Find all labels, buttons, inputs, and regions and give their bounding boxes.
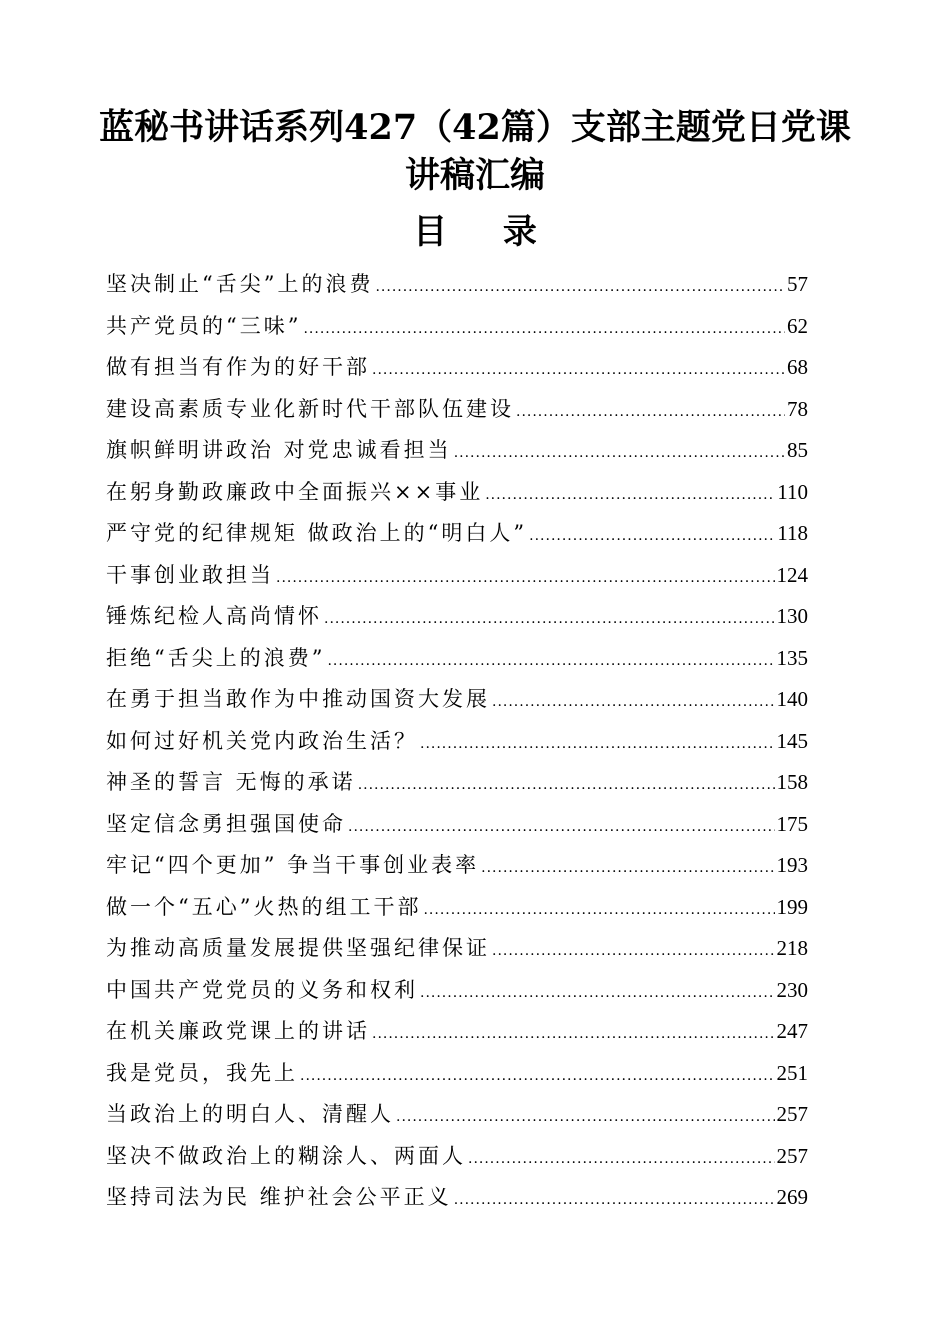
toc-entry[interactable] <box>106 845 808 887</box>
toc-entry-title: 如何过好机关党内政治生活？ <box>106 728 418 753</box>
toc-entry[interactable] <box>106 679 808 721</box>
toc-entry-page: 257 <box>776 1102 808 1126</box>
document-title-line2: 讲稿汇编 <box>404 155 545 196</box>
toc-entry-page: 247 <box>776 1019 808 1043</box>
toc-entry-page: 175 <box>776 811 808 836</box>
toc-entry-title: 坚决制止“舌尖”上的浪费 <box>106 272 374 296</box>
toc-entry-page: 230 <box>776 977 808 1002</box>
toc-entry-page: 158 <box>776 770 808 794</box>
toc-dot-leader <box>485 475 775 517</box>
toc-entry-page: 68 <box>787 355 808 379</box>
toc-entry-title: 干事创业敢担当 <box>106 562 274 587</box>
table-of-contents <box>106 264 808 1219</box>
toc-entry[interactable] <box>106 306 808 348</box>
toc-dot-leader <box>454 1180 775 1222</box>
toc-entry-page: 78 <box>787 396 808 421</box>
toc-entry-page: 218 <box>776 936 808 960</box>
toc-entry[interactable] <box>106 721 808 763</box>
toc-dot-leader <box>375 267 785 309</box>
toc-entry-title: 当政治上的明白人、清醒人 <box>106 1102 394 1126</box>
toc-entry-page: 62 <box>787 313 808 338</box>
toc-entry-page: 57 <box>787 272 808 296</box>
toc-entry-title: 在机关廉政党课上的讲话 <box>106 1019 370 1043</box>
toc-entry[interactable] <box>106 1136 808 1178</box>
toc-entry-title: 中国共产党党员的义务和权利 <box>106 977 418 1002</box>
toc-entry[interactable] <box>106 638 808 680</box>
toc-entry[interactable] <box>106 472 808 514</box>
toc-entry-title: 坚持司法为民 维护社会公平正义 <box>106 1185 452 1209</box>
toc-entry[interactable] <box>106 970 808 1012</box>
toc-entry-page: 199 <box>776 894 808 919</box>
toc-entry[interactable] <box>106 1094 808 1136</box>
toc-entry-page: 257 <box>776 1143 808 1168</box>
toc-dot-leader <box>420 973 775 1015</box>
toc-dot-leader <box>276 558 775 600</box>
document-title-line1: 蓝秘书讲话系列427（42篇）支部主题党日党课 <box>99 107 851 148</box>
toc-dot-leader <box>324 599 775 641</box>
toc-entry-title: 我是党员，我先上 <box>106 1060 298 1085</box>
toc-dot-leader <box>492 682 775 724</box>
toc-heading: 目 录 <box>413 212 559 252</box>
toc-dot-leader <box>529 516 775 558</box>
toc-entry[interactable] <box>106 555 808 597</box>
document-title <box>60 104 890 200</box>
toc-entry[interactable] <box>106 1177 808 1219</box>
toc-dot-leader <box>492 931 775 973</box>
toc-entry-title: 共产党员的“三味” <box>106 313 302 338</box>
toc-dot-leader <box>420 724 775 766</box>
toc-entry-title: 锤炼纪检人高尚情怀 <box>106 604 322 628</box>
toc-entry-title: 牢记“四个更加” 争当干事创业表率 <box>106 853 480 877</box>
toc-entry[interactable] <box>106 347 808 389</box>
toc-entry-title: 神圣的誓言 无悔的承诺 <box>106 770 356 794</box>
toc-dot-leader <box>423 890 774 932</box>
toc-entry[interactable] <box>106 804 808 846</box>
toc-dot-leader <box>454 433 785 475</box>
toc-entry-page: 130 <box>776 604 808 628</box>
toc-entry-page: 193 <box>776 853 808 877</box>
toc-entry[interactable] <box>106 1053 808 1095</box>
toc-entry-title: 建设高素质专业化新时代干部队伍建设 <box>106 396 514 421</box>
toc-entry[interactable] <box>106 887 808 929</box>
toc-entry[interactable] <box>106 430 808 472</box>
toc-dot-leader <box>468 1139 775 1181</box>
toc-entry-title: 在勇于担当敢作为中推动国资大发展 <box>106 687 490 711</box>
toc-dot-leader <box>516 392 785 434</box>
toc-entry-title: 拒绝“舌尖上的浪费” <box>106 645 326 670</box>
toc-entry[interactable] <box>106 596 808 638</box>
toc-entry-page: 118 <box>777 521 808 545</box>
toc-dot-leader <box>348 807 775 849</box>
toc-entry-page: 251 <box>776 1060 808 1085</box>
toc-entry-page: 124 <box>776 562 808 587</box>
toc-entry[interactable] <box>106 1011 808 1053</box>
toc-entry[interactable] <box>106 264 808 306</box>
toc-entry-title: 严守党的纪律规矩 做政治上的“明白人” <box>106 521 528 545</box>
toc-dot-leader <box>481 848 774 890</box>
toc-entry-page: 140 <box>776 687 808 711</box>
toc-entry-title: 坚定信念勇担强国使命 <box>106 811 346 836</box>
toc-dot-leader <box>300 1056 775 1098</box>
toc-entry-title: 在躬身勤政廉政中全面振兴××事业 <box>106 479 484 504</box>
toc-dot-leader <box>396 1097 775 1139</box>
toc-entry-page: 110 <box>777 479 808 504</box>
toc-entry-title: 为推动高质量发展提供坚强纪律保证 <box>106 936 490 960</box>
toc-entry-page: 135 <box>776 645 808 670</box>
toc-entry-page: 85 <box>787 438 808 462</box>
toc-dot-leader <box>372 350 785 392</box>
toc-entry[interactable] <box>106 928 808 970</box>
toc-dot-leader <box>327 641 774 683</box>
toc-entry[interactable] <box>106 513 808 555</box>
toc-entry-page: 145 <box>776 728 808 753</box>
toc-entry[interactable] <box>106 762 808 804</box>
toc-entry-page: 269 <box>776 1185 808 1209</box>
toc-dot-leader <box>358 765 775 807</box>
toc-entry[interactable] <box>106 389 808 431</box>
toc-entry-title: 做有担当有作为的好干部 <box>106 355 370 379</box>
toc-dot-leader <box>372 1014 775 1056</box>
toc-entry-title: 做一个“五心”火热的组工干部 <box>106 894 422 919</box>
toc-entry-title: 旗帜鲜明讲政治 对党忠诚看担当 <box>106 438 452 462</box>
toc-dot-leader <box>303 309 785 351</box>
toc-entry-title: 坚决不做政治上的糊涂人、两面人 <box>106 1143 466 1168</box>
